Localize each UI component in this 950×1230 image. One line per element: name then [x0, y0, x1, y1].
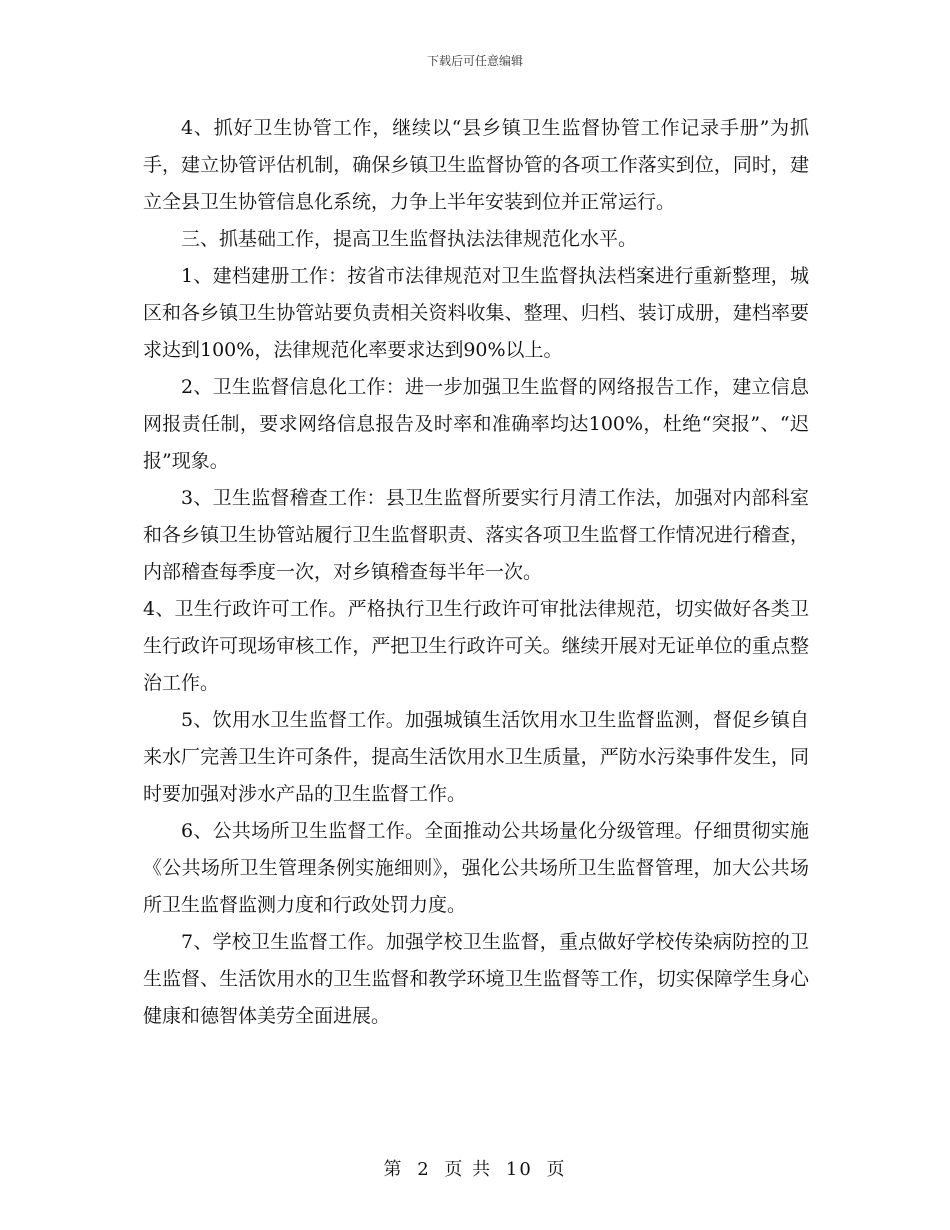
- footer-total-pages: 10: [505, 1159, 533, 1180]
- paragraph-7-school-health: 7、学校卫生监督工作。加强学校卫生监督，重点做好学校传染病防控的卫生监督、生活饮用水的卫生监督和教学环境卫生监督等工作，切实保障学生身心健康和德智体美劳全面进展。: [143, 931, 809, 1027]
- paragraph-1-archiving: 1、建档建册工作：按省市法律规范对卫生监督执法档案进行重新整理，城区和各乡镇卫生协管站要负责相关资料收集、整理、归档、装订成册，建档率要求达到100%，法律规范化率要求达到90%以上。: [143, 265, 809, 361]
- page-header-note: 下载后可任意编辑: [426, 54, 523, 68]
- footer-current-page: 2: [417, 1159, 431, 1180]
- footer-middle: 页 共: [444, 1159, 493, 1180]
- section-heading-three: 三、抓基础工作，提高卫生监督执法法律规范化水平。: [181, 228, 638, 250]
- paragraph-5-drinking-water: 5、饮用水卫生监督工作。加强城镇生活饮用水卫生监督监测，督促乡镇自来水厂完善卫生许可条件，提高生活饮用水卫生质量，严防水污染事件发生，同时要加强对涉水产品的卫生监督工作。: [143, 709, 809, 805]
- paragraph-4-administrative-license: 4、卫生行政许可工作。严格执行卫生行政许可审批法律规范，切实做好各类卫生行政许可现场审核工作，严把卫生行政许可关。继续开展对无证单位的重点整治工作。: [143, 598, 809, 694]
- paragraph-4-health-coordination: 4、抓好卫生协管工作，继续以“县乡镇卫生监督协管工作记录手册”为抓手，建立协管评估机制，确保乡镇卫生监督协管的各项工作落实到位，同时，建立全县卫生协管信息化系统，力争上半年安装到位并正常运行。: [143, 117, 809, 213]
- paragraph-6-public-places: 6、公共场所卫生监督工作。全面推动公共场量化分级管理。仔细贯彻实施《公共场所卫生管理条例实施细则》，强化公共场所卫生监督管理，加大公共场所卫生监督监测力度和行政处罚力度。: [143, 820, 809, 916]
- page-footer: [0, 1155, 950, 1181]
- footer-prefix: 第: [383, 1159, 404, 1180]
- footer-suffix: 页: [546, 1159, 567, 1180]
- document-body: [143, 110, 809, 1035]
- paragraph-3-inspection: 3、卫生监督稽查工作：县卫生监督所要实行月清工作法，加强对内部科室和各乡镇卫生协管站履行卫生监督职责、落实各项卫生监督工作情况进行稽查，内部稽查每季度一次，对乡镇稽查每半年一次。: [143, 487, 809, 583]
- paragraph-2-informatization: 2、卫生监督信息化工作：进一步加强卫生监督的网络报告工作，建立信息网报责任制，要求网络信息报告及时率和准确率均达100%，杜绝“突报”、“迟报”现象。: [143, 376, 809, 472]
